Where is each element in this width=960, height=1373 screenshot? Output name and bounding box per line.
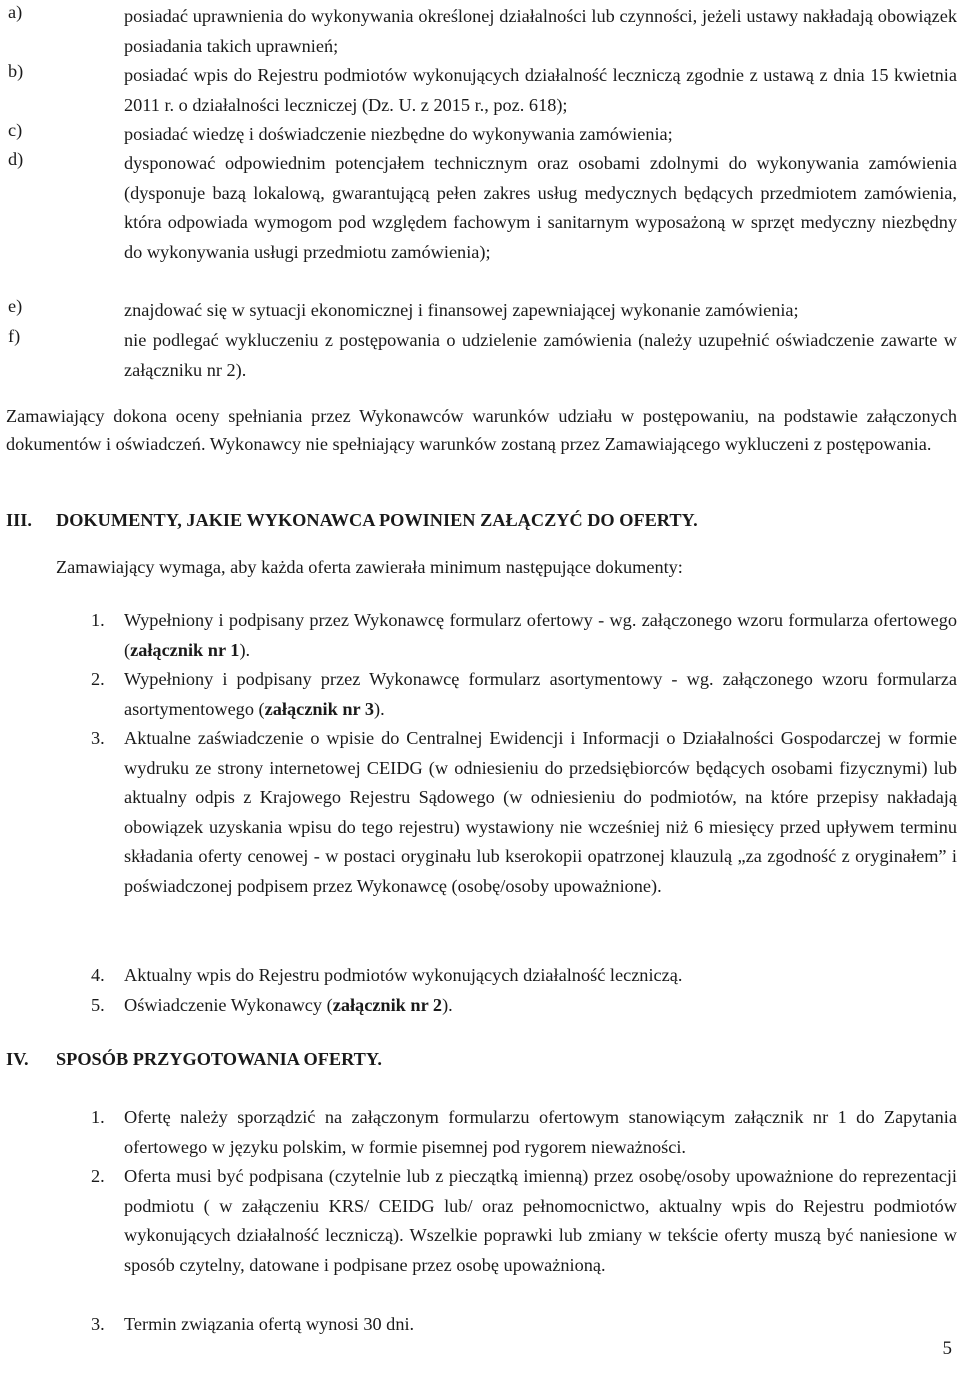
list-item-text: posiadać wiedzę i doświadczenie niezbędne do wykonywania zamówienia; [124, 124, 673, 144]
section-3-title: DOKUMENTY, JAKIE WYKONAWCA POWINIEN ZAŁĄCZYĆ DO OFERTY. [56, 510, 698, 530]
list-item-text: nie podlegać wykluczeniu z postępowania o udzielenie zamówienia (należy uzupełnić oświadczenie zawarte w załączniku nr 2). [124, 330, 957, 380]
doc-item-text: Oświadczenie Wykonawcy (załącznik nr 2). [124, 995, 453, 1015]
list-item-text: dysponować odpowiednim potencjałem technicznym oraz osobami zdolnymi do wykonywania zamówienia (dysponuje bazą lokalową, gwarantującą pełen zakres usług medycznych będących przedmiotem zamówienia, która odpowiada wymogom pod względem fachowym i sanitarnym wyposażoną w sprzęt medyczny niezbędny do wykonywania usługi przedmiotu zamówienia); [124, 153, 957, 262]
list-item-label: e) [8, 296, 23, 316]
evaluation-paragraph: Zamawiający dokona oceny spełniania przez Wykonawców warunków udziału w postępowaniu, na podstawie załączonych dokumentów i oświadczeń. Wykonawcy nie spełniający warunków zostaną przez Zamawiającego wykluczeni z postępowania. [6, 406, 957, 454]
list-item-text: posiadać wpis do Rejestru podmiotów wykonujących działalność leczniczą zgodnie z ustawą z dnia 15 kwietnia 2011 r. o działalności leczniczej (Dz. U. z 2015 r., poz. 618); [124, 65, 957, 115]
prep-item-text: Ofertę należy sporządzić na załączonym formularzu ofertowym stanowiącym załącznik nr 1 do Zapytania ofertowego w języku polskim, w formie pisemnej pod rygorem nieważności. [124, 1107, 957, 1157]
section-3-numeral: III. [6, 510, 32, 530]
list-item-text: posiadać uprawnienia do wykonywania określonej działalności lub czynności, jeżeli ustawy nakładają obowiązek posiadania takich uprawnień; [124, 6, 957, 56]
doc-item-number: 2. [91, 669, 105, 689]
list-item-text: znajdować się w sytuacji ekonomicznej i finansowej zapewniającej wykonanie zamówienia; [124, 300, 799, 320]
doc-item-text: Aktualny wpis do Rejestru podmiotów wykonujących działalność leczniczą. [124, 965, 683, 985]
prep-item-text: Oferta musi być podpisana (czytelnie lub z pieczątką imienną) przez osobę/osoby upoważnione do reprezentacji podmiotu ( w załączeniu KRS/ CEIDG lub/ oraz pełnomocnictwo, aktualny wpis do Rejestru podmiotów wykonujących działalność leczniczą). Wszelkie poprawki lub zmiany w tekście oferty muszą być naniesione w sposób czytelny, datowane i podpisane przez osobę upoważnioną. [124, 1166, 957, 1275]
list-item-label: b) [8, 61, 24, 81]
list-item-label: f) [8, 326, 21, 346]
section-3-intro: Zamawiający wymaga, aby każda oferta zawierała minimum następujące dokumenty: [56, 557, 683, 577]
prep-item-number: 2. [91, 1166, 105, 1186]
list-item-label: a) [8, 2, 23, 22]
doc-item-text: Wypełniony i podpisany przez Wykonawcę formularz asortymentowy - wg. załączonego wzoru formularza asortymentowego (załącznik nr 3). [124, 669, 957, 719]
doc-item-number: 4. [91, 965, 105, 985]
section-4-numeral: IV. [6, 1049, 29, 1069]
prep-item-text: Termin związania ofertą wynosi 30 dni. [124, 1314, 415, 1334]
prep-item-number: 1. [91, 1107, 105, 1127]
list-item-label: c) [8, 120, 23, 140]
page-number: 5 [942, 1338, 952, 1359]
doc-item-number: 1. [91, 610, 105, 630]
doc-item-bold: załącznik nr 3 [264, 698, 374, 719]
doc-item-text: Wypełniony i podpisany przez Wykonawcę formularz ofertowy - wg. załączonego wzoru formularza ofertowego (załącznik nr 1). [124, 610, 957, 660]
doc-item-bold: załącznik nr 1 [130, 639, 240, 660]
prep-item-number: 3. [91, 1314, 105, 1334]
section-4-title: SPOSÓB PRZYGOTOWANIA OFERTY. [56, 1049, 382, 1069]
doc-item-number: 5. [91, 995, 105, 1015]
doc-item-text: Aktualne zaświadczenie o wpisie do Centralnej Ewidencji i Informacji o Działalności Gospodarczej w formie wydruku ze strony internetowej CEIDG (w odniesieniu do przedsiębiorców będących osobami fizycznymi) lub aktualny odpis z Krajowego Rejestru Sądowego (w odniesieniu do podmiotów, na które przepisy nakładają obowiązek uzyskania wpisu do tego rejestru) wystawiony nie wcześniej niż 6 miesięcy przed upływem terminu składania oferty cenowej - w postaci oryginału lub kserokopii opatrzonej klauzulą „za zgodność z oryginałem” i poświadczonej podpisem przez Wykonawcę (osobę/osoby upoważnione). [124, 728, 957, 896]
list-item-label: d) [8, 149, 24, 169]
doc-item-number: 3. [91, 728, 105, 748]
doc-item-bold: załącznik nr 2 [332, 995, 443, 1015]
